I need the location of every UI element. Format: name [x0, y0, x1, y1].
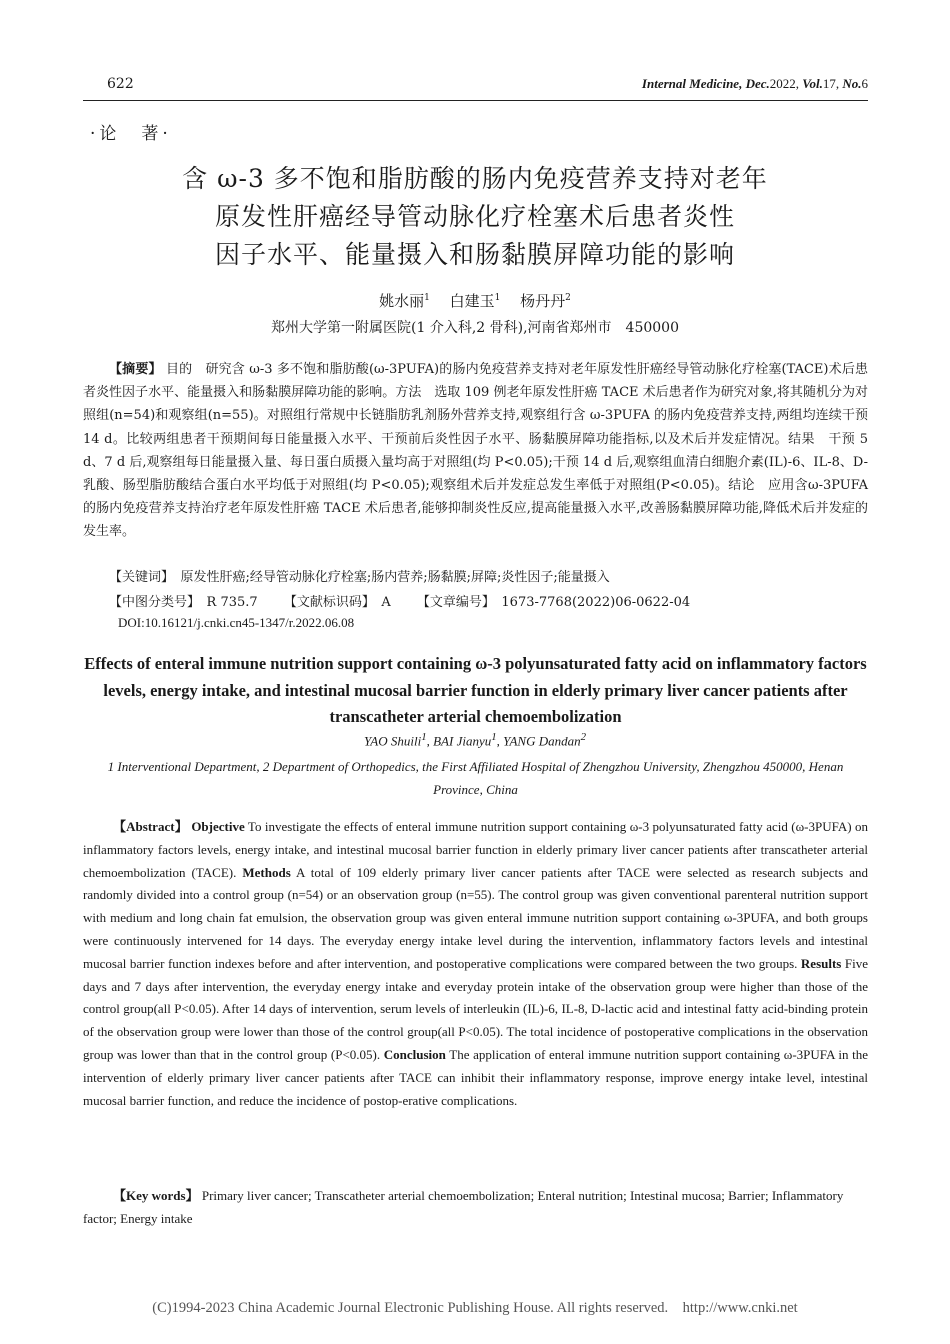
- title-line: 含 ω-3 多不饱和脂肪酸的肠内免疫营养支持对老年: [182, 164, 768, 193]
- doc-code-value: A: [381, 595, 391, 610]
- journal-header: [642, 76, 868, 92]
- header-divider: [83, 100, 868, 101]
- author-affil-mark: 1: [494, 293, 501, 303]
- author-affil-mark: 1: [421, 731, 427, 743]
- methods-label: Methods: [242, 864, 291, 880]
- doc-code-label: 【文献标识码】: [283, 595, 369, 610]
- abstract-english: [83, 816, 868, 1112]
- classification-chinese: [109, 591, 869, 610]
- results-label: Results: [800, 955, 842, 971]
- keywords-label: 【Key words】: [113, 1188, 199, 1203]
- issue-label: No.: [842, 76, 862, 91]
- title-english: Effects of enteral immune nutrition support containing ω-3 polyunsaturated fatty acid on inflammatory factors levels, energy intake, and intestinal mucosal barrier function in elderly primary liver cancer patients after transcatheter arterial chemoembolization: [84, 654, 867, 726]
- conclusion-text: The application of enteral immune nutrition support containing ω-3PUFA in the intervention of elderly primary liver cancer patients after TACE can inhibit their inflammatory response, improve energy intake level, intestinal mucosal barrier function, and reduce the incidence of postop-erative complications.: [83, 1046, 869, 1108]
- journal-name: Internal Medicine: [641, 76, 740, 91]
- keywords-chinese: [109, 567, 869, 589]
- issue-year: 2022,: [769, 76, 803, 91]
- objective-label: Objective: [191, 819, 245, 834]
- author-name: 白建玉: [449, 292, 495, 310]
- keywords-english: [83, 1184, 868, 1230]
- section-label: ·论 著·: [90, 124, 172, 144]
- author-affil-mark: 1: [424, 293, 430, 303]
- issue-number: 6: [861, 76, 868, 91]
- abstract-text: 目的 研究含 ω-3 多不饱和脂肪酸(ω-3PUFA)的肠内免疫营养支持对老年原发性肝癌经导管动脉化疗栓塞(TACE)术后患者炎性因子水平、能量摄入和肠黏膜屏障功能的影响。方法 选取 109 例老年原发性肝癌 TACE 术后患者作为研究对象,将其随机分为对照组(n=54)和观察组(n=55)。对照组行常规中长链脂肪乳剂肠外营养支持,观察组行含 ω-3PUFA 的肠内免疫营养支持,两组均连续干预 14 d。比较两组患者干预期间每日能量摄入水平、干预前后炎性因子水平、肠黏膜屏障功能指标,以及术后并发症情况。结果 干预 5 d、7 d 后,观察组每日能量摄入量、每日蛋白质摄入量均高于对照组(均 P<0.05);干预 14 d 后,观察组血清白细胞介素(IL)-6、IL-8、D-乳酸、肠型脂肪酸结合蛋白水平均低于对照组(均 P<0.05);观察组术后并发症总发生率低于对照组(P<0.05)。结论 应用含ω-3PUFA 的肠内免疫营养支持治疗老年原发性肝癌 TACE 术后患者,能够抑制炎性反应,提高能量摄入水平,改善肠黏膜屏障功能,降低术后并发症的发生率。: [83, 362, 868, 540]
- title-chinese: [0, 160, 950, 274]
- results-text: Five days and 7 days after intervention, the everyday energy intake and everyday protein intake of the observation group were higher than those of the control group(all P<0.05). After 14 days of intervention, serum levels of interleukin (IL)-6, IL-8, D-lactic acid and intestinal fatty acid-binding protein of the observation group were lower than those of the control group(all P<0.05). The total incidence of postoperative complications in the observation group was lower than that in the control group (P<0.05).: [83, 955, 868, 1062]
- abstract-label: 【Abstract】: [113, 819, 188, 834]
- author-affil-mark: 1: [491, 731, 497, 743]
- page-number: 622: [107, 76, 134, 92]
- keywords-text: Primary liver cancer; Transcatheter arterial chemoembolization; Enteral nutrition; Intestinal mucosa; Barrier; Inflammatory factor; Energy intake: [83, 1188, 844, 1226]
- article-number-label: 【文章编号】: [416, 595, 489, 610]
- objective-text: To investigate the effects of enteral immune nutrition support containing ω-3 polyunsaturated fatty acid (ω-3PUFA) on inflammatory factors levels, energy intake, and intestinal mucosal barrier function in elderly primary liver cancer patients after transcatheter arterial chemoembolization (TACE).: [83, 819, 868, 880]
- clc-value: R 735.7: [206, 595, 258, 610]
- author-name: YANG Dandan: [503, 733, 581, 749]
- author-affil-mark: 2: [565, 293, 571, 303]
- authors-chinese: [0, 290, 950, 311]
- issue-date: , Dec.: [739, 76, 770, 91]
- authors-english: YAO Shuili$^1$, BAI Jianyu$^1$, YANG Dandan$^2$: [363, 731, 587, 749]
- abstract-label: 【摘要】: [109, 362, 162, 377]
- volume-label: Vol.: [802, 76, 823, 91]
- author-name: BAI Jianyu: [433, 733, 492, 749]
- author-name: YAO Shuili: [363, 733, 422, 749]
- copyright-footer: (C)1994-2023 China Academic Journal Electronic Publishing House. All rights reserved. http://www.cnki.net: [152, 1300, 798, 1316]
- author-name: 杨丹丹: [520, 292, 566, 310]
- keywords-text: 原发性肝癌;经导管动脉化疗栓塞;肠内营养;肠黏膜;屏障;炎性因子;能量摄入: [180, 570, 610, 585]
- title-line: 原发性肝癌经导管动脉化疗栓塞术后患者炎性: [214, 202, 735, 231]
- affiliation-chinese: 郑州大学第一附属医院(1 介入科,2 骨科),河南省郑州市 450000: [271, 320, 679, 336]
- conclusion-label: Conclusion: [383, 1046, 446, 1062]
- volume-number: 17,: [822, 76, 843, 91]
- abstract-chinese: [83, 358, 868, 544]
- clc-label: 【中图分类号】: [109, 595, 194, 610]
- doi: DOI:10.16121/j.cnki.cn45-1347/r.2022.06.08: [118, 615, 355, 630]
- title-line: 因子水平、能量摄入和肠黏膜屏障功能的影响: [214, 240, 735, 269]
- methods-text: A total of 109 elderly primary liver cancer patients after TACE were selected as research subjects and randomly divided into a control group (n=54) or an observation group (n=55). The control group was given conventional parenteral nutrition support with medium and long chain fat emulsion, the observation group was given enteral immune nutrition support containing ω-3PUFA, and both groups were continuously intervened for 14 days. The everyday energy intake level during the intervention, inflammatory factors levels and intestinal mucosal barrier function indexes before and after intervention, and postoperative complications were compared between the two groups.: [83, 864, 869, 971]
- author-affil-mark: 2: [580, 731, 587, 743]
- author-name: 姚水丽: [379, 292, 425, 310]
- affiliation-english: 1 Interventional Department, 2 Department of Orthopedics, the First Affiliated Hospital of Zhengzhou University, Zhengzhou 450000, Henan Province, China: [107, 759, 844, 797]
- keywords-label: 【关键词】: [109, 570, 168, 585]
- article-number-value: 1673-7768(2022)06-0622-04: [501, 595, 691, 610]
